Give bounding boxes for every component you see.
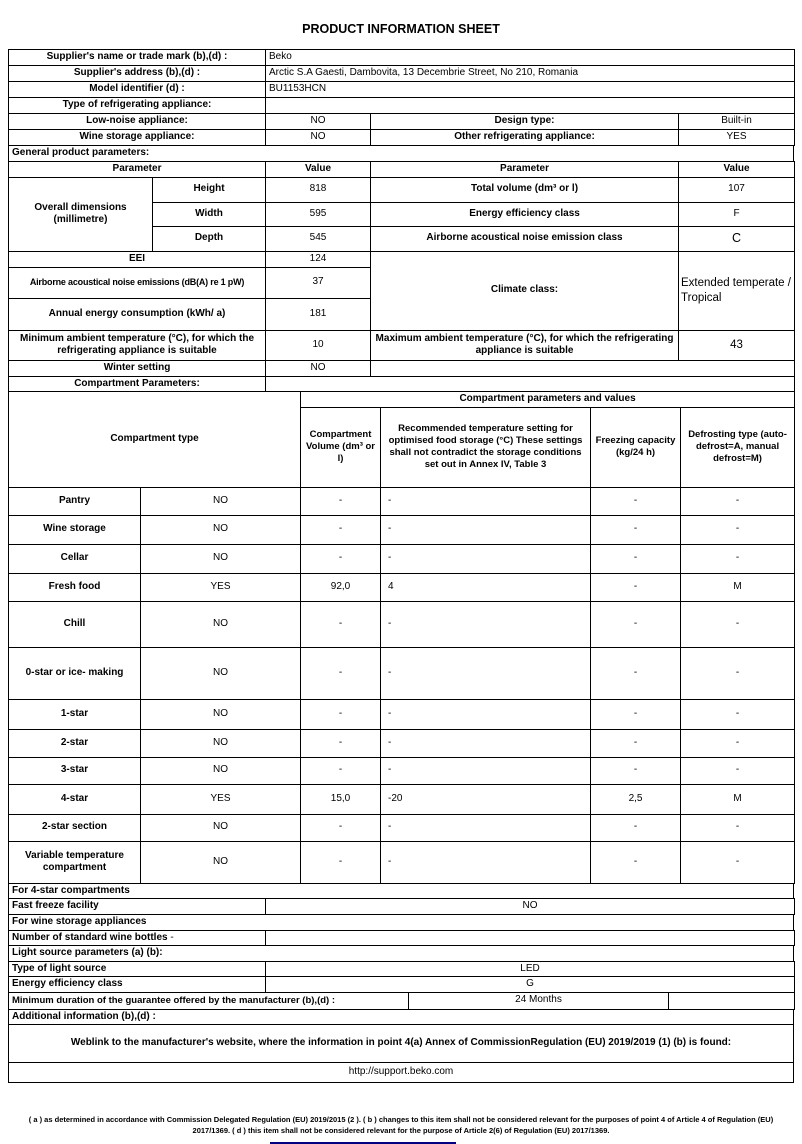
compartment-freezing-cell: - <box>591 515 681 544</box>
fast-freeze-table <box>8 898 795 915</box>
compartment-type-cell: 1-star <box>9 699 141 729</box>
compartment-present-cell: NO <box>141 729 301 757</box>
table-row <box>9 992 795 1009</box>
weblink-intro-table <box>8 1024 794 1063</box>
light-section-header: Light source parameters (a) (b): <box>9 946 794 962</box>
compartment-present-cell: NO <box>141 699 301 729</box>
table-row <box>9 360 795 376</box>
freezing-capacity-header: Freezing capacity (kg/24 h) <box>591 407 681 487</box>
overall-dimensions-label: Overall dimensions (millimetre) <box>9 177 153 251</box>
compartment-defrost-cell: - <box>681 601 795 647</box>
table-row <box>9 330 795 360</box>
compartment-present-cell: NO <box>141 841 301 883</box>
compartment-type-cell: Variable temperature compartment <box>9 841 141 883</box>
compartment-row-variable-temperature <box>9 841 795 883</box>
noise-class-label: Airborne acoustical noise emission class <box>371 226 679 251</box>
eei-value: 124 <box>266 251 371 267</box>
height-value: 818 <box>266 177 371 202</box>
table-row <box>9 977 795 993</box>
low-noise-label: Low-noise appliance: <box>9 114 266 130</box>
winter-setting-value: NO <box>266 360 371 376</box>
noise-class-value: C <box>679 226 795 251</box>
compartment-temp-cell: - <box>381 757 591 784</box>
compartment-type-header: Compartment type <box>9 392 301 488</box>
table-row <box>9 883 794 899</box>
table-row <box>9 1025 794 1063</box>
compartment-type-cell: Wine storage <box>9 515 141 544</box>
compartment-section-header: Compartment Parameters: <box>9 376 266 392</box>
height-label: Height <box>153 177 266 202</box>
table-row <box>9 177 795 202</box>
compartment-present-cell: NO <box>141 601 301 647</box>
compartment-volume-cell: - <box>301 729 381 757</box>
acoustic-noise-value: 37 <box>266 267 371 298</box>
compartment-freezing-cell: 2,5 <box>591 784 681 814</box>
compartment-volume-cell: - <box>301 487 381 515</box>
wine-storage-appliance-value: NO <box>266 130 371 146</box>
compartment-volume-cell: 92,0 <box>301 573 381 601</box>
total-volume-label: Total volume (dm³ or l) <box>371 177 679 202</box>
compartment-freezing-cell: - <box>591 544 681 573</box>
compartment-freezing-cell: - <box>591 729 681 757</box>
compartment-present-cell: NO <box>141 814 301 841</box>
wine-bottles-value: - <box>170 931 174 943</box>
table-row <box>9 899 795 915</box>
compartment-freezing-cell: - <box>591 814 681 841</box>
compartment-defrost-cell: - <box>681 757 795 784</box>
compartment-group-header: Compartment parameters and values <box>301 392 795 408</box>
table-row <box>9 251 795 267</box>
compartment-row-pantry <box>9 487 795 515</box>
table-row <box>9 161 795 177</box>
column-header-value-left: Value <box>266 161 371 177</box>
compartment-volume-cell: - <box>301 699 381 729</box>
light-class-label: Energy efficiency class <box>9 977 266 993</box>
supplier-name-value: Beko <box>266 50 795 66</box>
compartment-type-cell: 3-star <box>9 757 141 784</box>
energy-class-value: F <box>679 202 795 226</box>
compartment-present-cell: NO <box>141 757 301 784</box>
appliance-type-section-empty <box>266 98 795 114</box>
light-type-label: Type of light source <box>9 961 266 977</box>
compartment-volume-cell: - <box>301 544 381 573</box>
min-ambient-temp-label: Minimum ambient temperature (°C), for which the refrigerating appliance is suitable <box>9 330 266 360</box>
four-star-section-table <box>8 883 794 900</box>
supplier-name-label: Supplier's name or trade mark (b),(d) : <box>9 50 266 66</box>
compartment-section-empty <box>266 376 795 392</box>
supplier-address-value: Arctic S.A Gaesti, Dambovita, 13 Decembrie Street, No 210, Romania <box>266 66 795 82</box>
compartment-volume-cell: - <box>301 601 381 647</box>
compartment-temp-cell: -20 <box>381 784 591 814</box>
compartment-present-cell: NO <box>141 544 301 573</box>
compartment-freezing-cell: - <box>591 487 681 515</box>
model-identifier-value: BU1153HCN <box>266 82 795 98</box>
wine-bottles-empty <box>266 930 795 946</box>
table-row <box>9 1009 794 1025</box>
compartment-type-cell: 2-star section <box>9 814 141 841</box>
compartment-volume-cell: 15,0 <box>301 784 381 814</box>
compartment-type-cell: Fresh food <box>9 573 141 601</box>
table-row <box>9 946 794 962</box>
depth-value: 545 <box>266 226 371 251</box>
table-row <box>9 114 795 130</box>
compartment-row-wine-storage <box>9 515 795 544</box>
compartment-temp-cell: - <box>381 647 591 699</box>
compartment-defrost-cell: - <box>681 814 795 841</box>
compartment-row-fresh-food <box>9 573 795 601</box>
compartment-type-cell: 0-star or ice- making <box>9 647 141 699</box>
compartment-defrost-cell: M <box>681 573 795 601</box>
additional-info-label: Additional information (b),(d) : <box>9 1009 794 1025</box>
min-ambient-temp-value: 10 <box>266 330 371 360</box>
compartment-row-chill <box>9 601 795 647</box>
fast-freeze-value: NO <box>266 899 795 915</box>
fast-freeze-label: Fast freeze facility <box>9 899 266 915</box>
general-section-header: General product parameters: <box>9 146 794 162</box>
wine-storage-appliance-label: Wine storage appliance: <box>9 130 266 146</box>
appliance-type-section-header: Type of refrigerating appliance: <box>9 98 266 114</box>
compartment-row-two-star <box>9 729 795 757</box>
depth-label: Depth <box>153 226 266 251</box>
other-refrigerating-value: YES <box>679 130 795 146</box>
climate-class-value: Extended temperate / Tropical <box>679 251 795 330</box>
compartment-temp-cell: - <box>381 487 591 515</box>
light-type-value: LED <box>266 961 795 977</box>
max-ambient-temp-label: Maximum ambient temperature (°C), for which the refrigerating appliance is suitable <box>371 330 679 360</box>
annual-energy-label: Annual energy consumption (kWh/ a) <box>9 298 266 330</box>
compartment-type-cell: Chill <box>9 601 141 647</box>
table-row <box>9 50 795 66</box>
compartment-volume-cell: - <box>301 841 381 883</box>
table-row <box>9 82 795 98</box>
weblink-url[interactable]: http://support.beko.com <box>348 1066 454 1078</box>
winter-setting-empty <box>371 360 795 376</box>
general-section-table <box>8 145 794 162</box>
compartment-defrost-cell: - <box>681 544 795 573</box>
light-class-table <box>8 976 795 993</box>
compartment-defrost-cell: - <box>681 729 795 757</box>
compartment-row-cellar <box>9 544 795 573</box>
model-identifier-label: Model identifier (d) : <box>9 82 266 98</box>
compartment-present-cell: NO <box>141 487 301 515</box>
total-volume-value: 107 <box>679 177 795 202</box>
page-title: PRODUCT INFORMATION SHEET <box>302 22 500 36</box>
additional-info-table <box>8 1009 794 1026</box>
table-row <box>9 392 795 408</box>
light-type-table <box>8 961 795 978</box>
wine-bottles-cell <box>9 930 266 946</box>
compartment-temp-cell: - <box>381 515 591 544</box>
guarantee-value: 24 Months <box>409 992 669 1009</box>
acoustic-noise-label: Airborne acoustical noise emissions (dB(A) re 1 pW) <box>9 267 266 298</box>
wine-section-table <box>8 914 794 931</box>
compartment-freezing-cell: - <box>591 573 681 601</box>
compartment-row-four-star <box>9 784 795 814</box>
light-section-table <box>8 945 794 962</box>
compartment-volume-cell: - <box>301 757 381 784</box>
wine-section-header: For wine storage appliances <box>9 915 794 931</box>
other-refrigerating-label: Other refrigerating appliance: <box>371 130 679 146</box>
compartment-type-cell: 2-star <box>9 729 141 757</box>
table-row <box>9 98 795 114</box>
low-noise-value: NO <box>266 114 371 130</box>
supplier-table <box>8 49 795 114</box>
compartment-freezing-cell: - <box>591 757 681 784</box>
max-ambient-temp-value: 43 <box>679 330 795 360</box>
table-row <box>9 66 795 82</box>
eei-label: EEI <box>9 251 266 267</box>
compartment-defrost-cell: - <box>681 647 795 699</box>
compartment-temp-cell: - <box>381 699 591 729</box>
compartment-temp-cell: 4 <box>381 573 591 601</box>
compartment-freezing-cell: - <box>591 699 681 729</box>
compartment-type-cell: 4-star <box>9 784 141 814</box>
compartment-row-two-star-section <box>9 814 795 841</box>
guarantee-empty <box>669 992 795 1009</box>
compartment-volume-cell: - <box>301 647 381 699</box>
guarantee-label: Minimum duration of the guarantee offered by the manufacturer (b),(d) : <box>9 992 409 1009</box>
column-header-parameter-right: Parameter <box>371 161 679 177</box>
compartment-temp-cell: - <box>381 729 591 757</box>
compartment-defrost-cell: - <box>681 841 795 883</box>
wine-bottles-table <box>8 930 795 947</box>
volume-header: Compartment Volume (dm³ or l) <box>301 407 381 487</box>
table-row <box>9 376 795 392</box>
compartment-type-cell: Cellar <box>9 544 141 573</box>
general-parameters-table <box>8 161 795 377</box>
table-row <box>9 961 795 977</box>
compartment-table <box>8 391 795 884</box>
compartment-defrost-cell: - <box>681 699 795 729</box>
energy-class-label: Energy efficiency class <box>371 202 679 226</box>
table-row <box>9 146 794 162</box>
width-value: 595 <box>266 202 371 226</box>
compartment-type-cell: Pantry <box>9 487 141 515</box>
weblink-url-cell <box>9 1063 794 1083</box>
table-row <box>9 130 795 146</box>
compartment-present-cell: NO <box>141 647 301 699</box>
four-star-section-header: For 4-star compartments <box>9 883 794 899</box>
design-type-value: Built-in <box>679 114 795 130</box>
climate-class-label: Climate class: <box>371 251 679 330</box>
weblink-intro: Weblink to the manufacturer's website, where the information in point 4(a) Annex of CommissionRegulation (EU) 2019/2019 (1) (b) is found: <box>9 1025 794 1063</box>
table-row <box>9 915 794 931</box>
compartment-volume-cell: - <box>301 814 381 841</box>
compartment-temp-cell: - <box>381 841 591 883</box>
compartment-present-cell: YES <box>141 573 301 601</box>
compartment-present-cell: NO <box>141 515 301 544</box>
compartment-freezing-cell: - <box>591 601 681 647</box>
wine-bottles-label: Number of standard wine bottles <box>12 931 168 943</box>
column-header-parameter-left: Parameter <box>9 161 266 177</box>
appliance-type-table <box>8 113 795 146</box>
compartment-defrost-cell: M <box>681 784 795 814</box>
compartment-present-cell: YES <box>141 784 301 814</box>
column-header-value-right: Value <box>679 161 795 177</box>
defrosting-type-header: Defrosting type (auto-defrost=A, manual defrost=M) <box>681 407 795 487</box>
compartment-row-three-star <box>9 757 795 784</box>
compartment-freezing-cell: - <box>591 647 681 699</box>
design-type-label: Design type: <box>371 114 679 130</box>
compartment-defrost-cell: - <box>681 515 795 544</box>
compartment-temp-cell: - <box>381 601 591 647</box>
table-row <box>9 1063 794 1083</box>
recommended-temp-header: Recommended temperature setting for optimised food storage (°C) These settings shall not contradict the storage conditions set out in Annex IV, Table 3 <box>381 407 591 487</box>
compartment-row-zero-star <box>9 647 795 699</box>
light-class-value: G <box>266 977 795 993</box>
width-label: Width <box>153 202 266 226</box>
winter-setting-label: Winter setting <box>9 360 266 376</box>
compartment-volume-cell: - <box>301 515 381 544</box>
compartment-freezing-cell: - <box>591 841 681 883</box>
table-row <box>9 930 795 946</box>
annual-energy-value: 181 <box>266 298 371 330</box>
compartment-row-one-star <box>9 699 795 729</box>
guarantee-table <box>8 992 795 1010</box>
weblink-url-table <box>8 1062 794 1083</box>
compartment-temp-cell: - <box>381 814 591 841</box>
compartment-defrost-cell: - <box>681 487 795 515</box>
footnote-text: ( a ) as determined in accordance with Commission Delegated Regulation (EU) 2019/2015 (2 ). ( b ) changes to this item shall not be considered relevant for the purposes of point 4 of Article 4 of Regulation (EU) 2017/1369. ( d ) this item shall not be considered relevant for the purpose of Article 2(6) of Regulation (EU) 2017/1369. <box>28 1115 774 1135</box>
compartment-section-table <box>8 376 795 393</box>
compartment-temp-cell: - <box>381 544 591 573</box>
supplier-address-label: Supplier's address (b),(d) : <box>9 66 266 82</box>
